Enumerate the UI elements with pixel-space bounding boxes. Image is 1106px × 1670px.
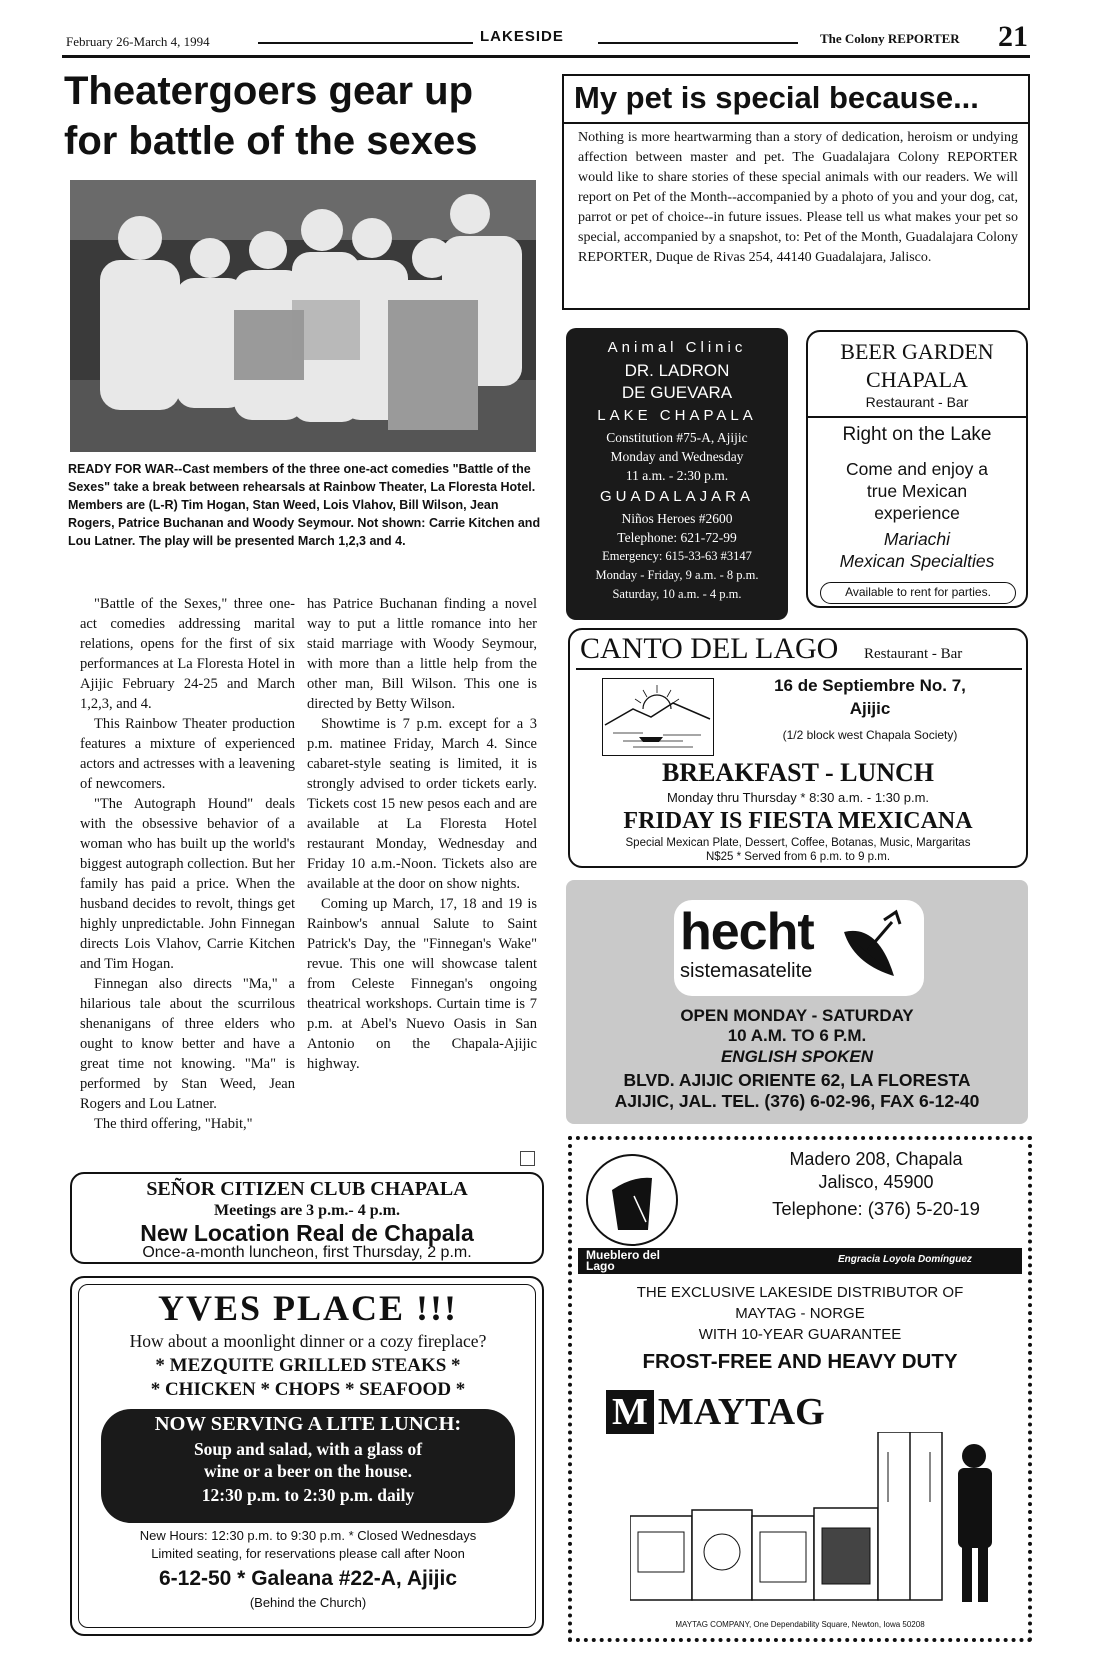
fiesta-details	[570, 836, 1026, 864]
maytag-footer: MAYTAG COMPANY, One Dependability Square, Newton, Iowa 50208	[675, 1620, 925, 1629]
restaurant-subtitle: Restaurant - Bar	[864, 646, 963, 662]
hecht-days: OPEN MONDAY - SATURDAY	[680, 1006, 914, 1025]
article-column	[307, 594, 537, 1074]
meals-heading: BREAKFAST - LUNCH	[661, 758, 935, 787]
fiesta-heading: FRIDAY IS FIESTA MEXICANA	[623, 808, 973, 834]
article-paragraph: Coming up March, 17, 18 and 19 is Rainbow's annual Salute to Saint Patrick's Day, the "Finnegan's Wake" revue. This one will showcase talent from Celeste Finnegan's ongoing theatrical workshops. Curtain time is 7 p.m. at Abel's Nuevo Oasis in San Antonio on the Chapala-Ajijic highway.	[307, 896, 537, 1072]
clinic-emergency: Emergency: 615-33-63 #3147	[602, 549, 752, 563]
clinic-hours: Saturday, 10 a.m. - 4 p.m.	[612, 587, 742, 601]
restaurant-name: CANTO DEL LAGO	[580, 632, 839, 665]
location-note: (1/2 block west Chapala Society)	[782, 728, 958, 742]
specialty-line: Mariachi	[883, 529, 951, 549]
clinic-hours: Monday - Friday, 9 a.m. - 8 p.m.	[595, 568, 759, 582]
yves-landmark: (Behind the Church)	[249, 1595, 367, 1610]
yves-menu-line: * MEZQUITE GRILLED STEAKS *	[155, 1355, 461, 1376]
maytag-m-mark: M	[606, 1390, 654, 1434]
club-location: New Location Real de Chapala	[140, 1220, 474, 1246]
hecht-address: BLVD. AJIJIC ORIENTE 62, LA FLORESTA	[623, 1070, 971, 1090]
restaurant-name: YVES PLACE !!!	[157, 1288, 458, 1328]
store-address	[730, 1148, 1022, 1194]
animal-clinic-ad	[566, 328, 788, 620]
article-paragraph: The third offering, "Habit,"	[94, 1116, 253, 1132]
yves-hours	[79, 1527, 537, 1563]
lite-lunch-line: wine or a beer on the house.	[204, 1461, 412, 1481]
address-line: Ajijic	[849, 699, 891, 718]
beer-garden-ad	[806, 330, 1028, 608]
hours-line: Limited seating, for reservations please call after Noon	[151, 1546, 465, 1561]
article-column	[80, 594, 295, 1134]
page-number: 21	[998, 20, 1028, 53]
yves-inner-frame	[78, 1284, 536, 1628]
hecht-ad	[566, 880, 1028, 1124]
store-name	[586, 1250, 660, 1272]
clinic-address: Niños Heroes #2600	[621, 511, 733, 526]
store-owner: Engracia Loyola Domínguez	[838, 1254, 972, 1265]
pitch-line: true Mexican	[866, 481, 968, 501]
clinic-area: LAKE CHAPALA	[597, 407, 757, 424]
header-rule	[598, 42, 798, 44]
article-paragraph: has Patrice Buchanan finding a novel way to put a little romance into her staid marriage with Woody Seymour, with more than a little help from the other man, Bill Wilson. This one is directed by Betty Wilson.	[307, 596, 537, 712]
distributor-line: THE EXCLUSIVE LAKESIDE DISTRIBUTOR OF	[636, 1284, 964, 1301]
meeting-times: Meetings are 3 p.m.- 4 p.m.	[214, 1202, 400, 1219]
headline-line: Theatergoers gear up	[64, 69, 474, 113]
beer-garden-specialties	[808, 528, 1026, 572]
article-paragraph: "Battle of the Sexes," three one-act comedies addressing marital relations, opens for the first of six performances at La Floresta Hotel in Ajijic February 24-25 and March 1,2,3, and 4.	[80, 596, 295, 712]
specialty-line: Mexican Specialties	[839, 551, 995, 571]
clinic-doctor: DE GUEVARA	[621, 383, 733, 402]
hours-line: New Hours: 12:30 p.m. to 9:30 p.m. * Closed Wednesdays	[139, 1528, 477, 1543]
sunset-icon	[603, 679, 712, 754]
header-divider	[62, 55, 1030, 58]
senor-citizen-ad	[70, 1172, 544, 1264]
appliances-illustration	[630, 1432, 1010, 1610]
store-name-line: Mueblero del	[586, 1248, 661, 1262]
lite-lunch-heading: NOW SERVING A LITE LUNCH:	[154, 1413, 462, 1435]
hecht-tagline: sistemasatelite	[680, 960, 813, 982]
article-paragraph: This Rainbow Theater production features a mixture of experienced actors and actresses with a leavening of newcomers.	[80, 716, 295, 792]
hecht-hours: 10 A.M. TO 6 P.M.	[727, 1026, 867, 1045]
lite-lunch-line: Soup and salad, with a glass of	[193, 1439, 423, 1459]
article-paragraph: Finnegan also directs "Ma," a hilarious tale about the scurrilous shenanigans of three elders who ought to know better and have a great time not knowing. "Ma" is performed by Stan Weed, Jean Rogers and Lou Latner.	[80, 976, 295, 1112]
end-of-story-mark	[520, 1151, 535, 1166]
canto-del-lago-ad	[568, 628, 1028, 868]
divider	[808, 416, 1026, 418]
satellite-dish-icon	[834, 904, 918, 988]
cast-photo	[70, 180, 536, 452]
story-headline	[64, 66, 544, 166]
photo-caption: READY FOR WAR--Cast members of the three one-act comedies "Battle of the Sexes" take a break between rehearsals at Rainbow Theater, La Floresta Hotel. Members are (L-R) Tim Hogan, Stan Weed, Lois Vlahov, Bill Wilson, Jean Rogers, Patrice Buchanan and Woody Seymour. Not shown: Carrie Kitchen and Lou Latner. The play will be presented March 1,2,3 and 4.	[68, 462, 541, 548]
yves-place-ad	[70, 1276, 544, 1636]
pet-body: Nothing is more heartwarming than a story of dedication, heroism or undying affection between master and pet. The Guadalajara Colony REPORTER would like to share stories of these special animals with our readers. We will report on Pet of the Month--accompanied by a photo of you and your dog, cat, parrot or pet of choice--in future issues. Please tell us what makes your pet so special, accompanied by a snapshot, to: Pet of the Month, Guadalajara Colony REPORTER, Duque de Rivas 254, 44140 Guadalajara, Jalisco.	[578, 130, 1018, 265]
address-line: 16 de Septiembre No. 7,	[774, 676, 966, 695]
distributor-note	[572, 1282, 1028, 1345]
distributor-line: WITH 10-YEAR GUARANTEE	[698, 1326, 902, 1343]
clinic-days: Monday and Wednesday	[610, 449, 744, 464]
rent-note: Available to rent for parties.	[820, 582, 1016, 604]
maytag-logo	[606, 1390, 825, 1434]
restaurant-address	[720, 674, 1020, 720]
beer-garden-title	[808, 338, 1026, 394]
clinic-hours: 11 a.m. - 2:30 p.m.	[625, 468, 729, 483]
lite-lunch-hours: 12:30 p.m. to 2:30 p.m. daily	[201, 1485, 415, 1505]
cast-photo-illustration	[70, 180, 536, 452]
hecht-contact: AJIJIC, JAL. TEL. (376) 6-02-96, FAX 6-12-40	[614, 1091, 980, 1111]
yves-invitation: How about a moonlight dinner or a cozy fireplace?	[129, 1331, 487, 1351]
title-line: BEER GARDEN	[840, 339, 994, 364]
product-tagline: FROST-FREE AND HEAVY DUTY	[642, 1350, 958, 1373]
appliance-lineup-icon	[630, 1432, 1010, 1610]
pitch-line: experience	[874, 503, 960, 523]
hecht-logo: hecht	[680, 903, 814, 961]
detail-line: Special Mexican Plate, Dessert, Coffee, Botanas, Music, Margaritas	[625, 837, 971, 849]
pet-feature-box	[562, 74, 1030, 310]
clinic-area: GUADALAJARA	[599, 488, 755, 505]
article-paragraph: Showtime is 7 p.m. except for a 3 p.m. matinee Friday, March 4. Since cabaret-style seating is limited, it is strongly advised to order tickets early. Tickets cost 15 new pesos each and are available at La Floresta Hotel restaurant Monday, Wednesday and Friday 10 a.m.-Noon. Tickets also are available at the door on show nights.	[307, 716, 537, 892]
pet-title: My pet is special because...	[574, 80, 979, 115]
mueblero-banner	[578, 1248, 1022, 1274]
article-paragraph: "The Autograph Hound" deals with the obsessive behavior of a woman who has built up the world's biggest autograph collection. But her family has paid a price. When the husband decides to revolt, things get highly unpredictable. John Finnegan directs Lois Vlahov, Carrie Kitchen and Tim Hogan.	[80, 796, 295, 972]
chair-icon	[588, 1156, 676, 1244]
clinic-label: Animal Clinic	[607, 339, 747, 356]
beer-garden-pitch	[808, 458, 1026, 524]
pitch-line: Come and enjoy a	[845, 459, 989, 479]
lite-lunch-panel	[101, 1409, 515, 1523]
club-name: SEÑOR CITIZEN CLUB CHAPALA	[146, 1178, 468, 1200]
headline-line: for battle of the sexes	[64, 119, 478, 163]
address-line: Madero 208, Chapala	[789, 1149, 963, 1169]
section-name: LAKESIDE	[480, 28, 564, 45]
address-line: Jalisco, 45900	[818, 1172, 934, 1192]
clinic-address: Constitution #75-A, Ajijic	[606, 430, 748, 445]
hecht-language: ENGLISH SPOKEN	[720, 1047, 874, 1066]
title-line: CHAPALA	[866, 367, 968, 392]
beer-garden-tagline: Right on the Lake	[842, 424, 992, 445]
divider	[576, 668, 1022, 670]
divider	[564, 122, 1028, 124]
clinic-doctor: DR. LADRON	[624, 361, 730, 380]
issue-date: February 26-March 4, 1994	[66, 34, 210, 49]
publication-name: The Colony REPORTER	[820, 31, 960, 46]
yves-menu-line: * CHICKEN * CHOPS * SEAFOOD *	[150, 1379, 466, 1400]
distributor-line: MAYTAG - NORGE	[735, 1305, 865, 1322]
store-telephone: Telephone: (376) 5-20-19	[772, 1198, 980, 1219]
mueblero-logo	[586, 1154, 678, 1246]
clinic-telephone: Telephone: 621-72-99	[617, 530, 737, 545]
mueblero-maytag-ad	[568, 1136, 1032, 1642]
beer-garden-subtitle: Restaurant - Bar	[865, 394, 969, 410]
detail-line: N$25 * Served from 6 p.m. to 9 p.m.	[705, 851, 891, 863]
restaurant-hours: Monday thru Thursday * 8:30 a.m. - 1:30 p.m.	[666, 790, 930, 805]
store-name-line: Lago	[586, 1259, 615, 1273]
luncheon-note: Once-a-month luncheon, first Thursday, 2 p.m.	[142, 1244, 472, 1261]
yves-phone-address: 6-12-50 * Galeana #22-A, Ajijic	[158, 1567, 458, 1590]
header-rule	[258, 42, 473, 44]
maytag-wordmark: MAYTAG	[657, 1391, 825, 1433]
lake-sunset-illustration	[602, 678, 714, 756]
